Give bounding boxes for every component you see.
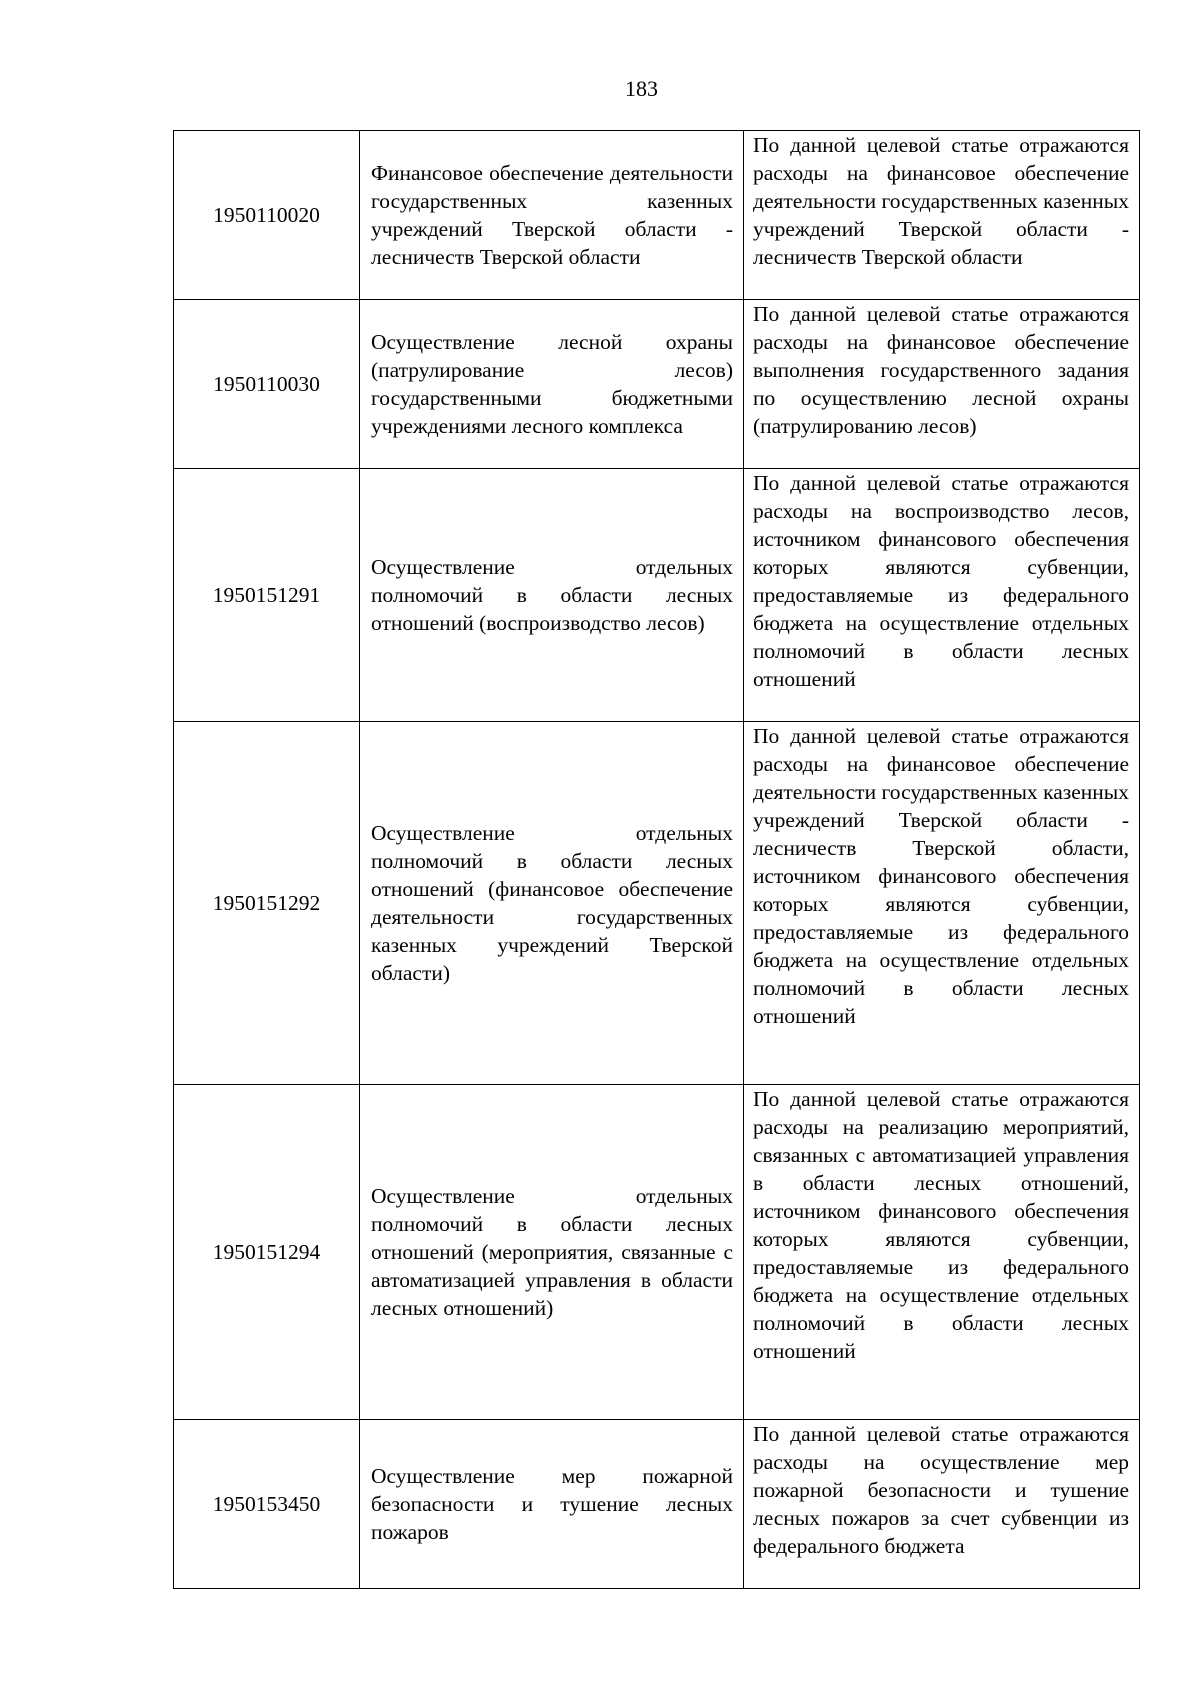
article-description: По данной целевой статье отражаются расходы на финансовое обеспечение деятельности государственных казенных учреждений Тверской области - лесничеств Тверской области, источником финансового обеспечения которых являются субвенции, предоставляемые из федерального бюджета на осуществление отдельных полномочий в области лесных отношений xyxy=(744,722,1140,1085)
target-articles-table xyxy=(173,130,1140,1589)
article-code: 1950110020 xyxy=(174,131,360,300)
article-name: Осуществление отдельных полномочий в области лесных отношений (мероприятия, связанные с автоматизацией управления в области лесных отношений) xyxy=(360,1085,744,1420)
article-name: Осуществление лесной охраны (патрулирование лесов) государственными бюджетными учреждениями лесного комплекса xyxy=(360,300,744,469)
table-row xyxy=(174,722,1140,1085)
table-row xyxy=(174,469,1140,722)
article-name: Финансовое обеспечение деятельности государственных казенных учреждений Тверской области - лесничеств Тверской области xyxy=(360,131,744,300)
table-row xyxy=(174,1420,1140,1589)
article-name: Осуществление мер пожарной безопасности и тушение лесных пожаров xyxy=(360,1420,744,1589)
article-description: По данной целевой статье отражаются расходы на воспроизводство лесов, источником финансового обеспечения которых являются субвенции, предоставляемые из федерального бюджета на осуществление отдельных полномочий в области лесных отношений xyxy=(744,469,1140,722)
article-description: По данной целевой статье отражаются расходы на реализацию мероприятий, связанных с автоматизацией управления в области лесных отношений, источником финансового обеспечения которых являются субвенции, предоставляемые из федерального бюджета на осуществление отдельных полномочий в области лесных отношений xyxy=(744,1085,1140,1420)
article-description: По данной целевой статье отражаются расходы на финансовое обеспечение выполнения государственного задания по осуществлению лесной охраны (патрулированию лесов) xyxy=(744,300,1140,469)
table-row xyxy=(174,1085,1140,1420)
article-code: 1950110030 xyxy=(174,300,360,469)
article-code: 1950151294 xyxy=(174,1085,360,1420)
table-row xyxy=(174,300,1140,469)
article-code: 1950153450 xyxy=(174,1420,360,1589)
article-description: По данной целевой статье отражаются расходы на финансовое обеспечение деятельности государственных казенных учреждений Тверской области - лесничеств Тверской области xyxy=(744,131,1140,300)
article-description: По данной целевой статье отражаются расходы на осуществление мер пожарной безопасности и тушение лесных пожаров за счет субвенции из федерального бюджета xyxy=(744,1420,1140,1589)
table-row xyxy=(174,131,1140,300)
page-number: 183 xyxy=(625,76,658,101)
article-code: 1950151292 xyxy=(174,722,360,1085)
article-code: 1950151291 xyxy=(174,469,360,722)
article-name: Осуществление отдельных полномочий в области лесных отношений (финансовое обеспечение деятельности государственных казенных учреждений Тверской области) xyxy=(360,722,744,1085)
article-name: Осуществление отдельных полномочий в области лесных отношений (воспроизводство лесов) xyxy=(360,469,744,722)
